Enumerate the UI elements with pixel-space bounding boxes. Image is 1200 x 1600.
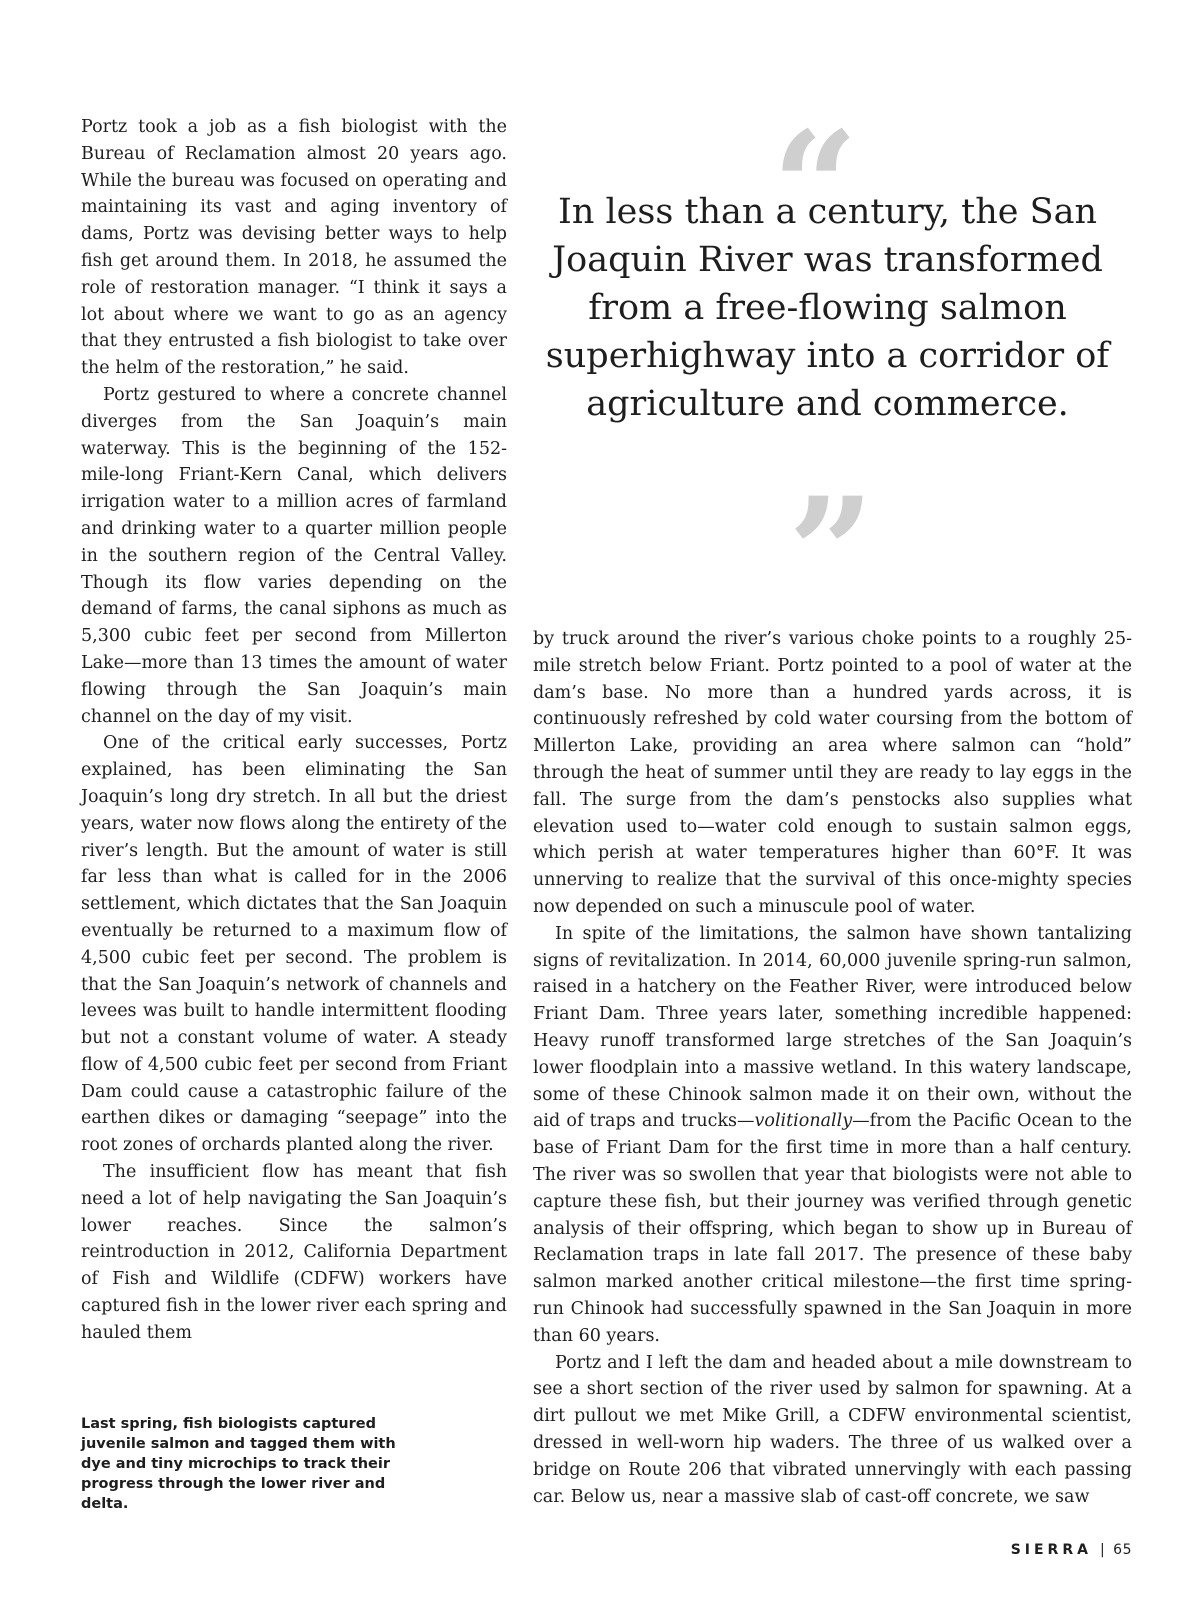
paragraph (533, 921, 1132, 1350)
article-right-column (533, 626, 1132, 1510)
open-quote-icon: “ (772, 99, 859, 275)
article-left-column (81, 114, 507, 1347)
paragraph: Portz and I left the dam and headed about a mile downstream to see a short section of the river used by salmon for spawning. At a dirt pullout we met Mike Grill, a CDFW environmental scientist, dressed in well-worn hip waders. The three of us walked over a bridge on Route 206 that vibrated unnervingly with each passing car. Below us, near a massive slab of cast-off concrete, we saw (533, 1352, 1132, 1507)
magazine-name: SIERRA (1010, 1542, 1092, 1558)
photo-caption: Last spring, fish biologists captured juvenile salmon and tagged them with dye and tiny microchips to track their progress through the lower river and delta. (81, 1416, 396, 1512)
pull-quote: In less than a century, the San Joaquin River was transformed from a free-flowing salmon superhighway into a corridor of agriculture and commerce. (545, 192, 1110, 424)
paragraph: One of the critical early successes, Portz explained, has been eliminating the San Joaquin’s long dry stretch. In all but the driest years, water now flows along the entirety of the river’s length. But the amount of water is still far less than what is called for in the 2006 settlement, which dictates that the San Joaquin eventually be returned to a maximum flow of 4,500 cubic feet per second. The problem is that the San Joaquin’s network of channels and levees was built to handle intermittent flooding but not a constant volume of water. A steady flow of 4,500 cubic feet per second from Friant Dam could cause a catastrophic failure of the earthen dikes or damaging “seepage” into the root zones of orchards planted along the river. (81, 733, 507, 1156)
page-footer (1011, 1542, 1132, 1558)
paragraph-text: —from the Pacific Ocean to the base of Friant Dam for the first time in more than a half century. The river was so swollen that year that biologists were not able to capture these fish, but their journey was verified through genetic analysis of their offspring, which began to show up in Bureau of Reclamation traps in late fall 2017. The presence of these baby salmon marked another critical milestone—the first time spring-run Chinook had successfully spawned in the San Joaquin in more than 60 years. (533, 1111, 1132, 1346)
page-number: 65 (1113, 1542, 1132, 1558)
paragraph: Portz gestured to where a concrete channel diverges from the San Joaquin’s main waterway. This is the beginning of the 152-mile-long Friant-Kern Canal, which delivers irrigation water to a million acres of farmland and drinking water to a quarter million people in the southern region of the Central Valley. Though its flow varies depending on the demand of farms, the canal siphons as much as 5,300 cubic feet per second from Millerton Lake—more than 13 times the amount of water flowing through the San Joaquin’s main channel on the day of my visit. (81, 384, 507, 727)
paragraph-text: In spite of the limitations, the salmon have shown tantalizing signs of revitalization. In 2014, 60,000 juvenile spring-run salmon, raised in a hatchery on the Feather River, were introduced below Friant Dam. Three years later, something incredible happened: Heavy runoff transformed large stretches of the San Joaquin’s lower floodplain into a massive wetland. In this watery landscape, some of these Chinook salmon made it on their own, without the aid of traps and trucks— (533, 923, 1132, 1132)
close-quote-icon: ” (788, 465, 875, 641)
paragraph: Portz took a job as a fish biologist with the Bureau of Reclamation almost 20 years ago. While the bureau was focused on operating and maintaining its vast and aging inventory of dams, Portz was devising better ways to help fish get around them. In 2018, he assumed the role of restoration manager. “I think it says a lot about where we want to go as an agency that they entrusted a fish biologist to take over the helm of the restoration,” he said. (81, 117, 507, 379)
paragraph: by truck around the river’s various choke points to a roughly 25-mile stretch below Friant. Portz pointed to a pool of water at the dam’s base. No more than a hundred yards across, it is continuously refreshed by cold water coursing from the bottom of Millerton Lake, providing an area where salmon can “hold” through the heat of summer until they are ready to lay eggs in the fall. The surge from the dam’s penstocks also supplies what elevation used to—water cold enough to sustain salmon eggs, which perish at water temperatures higher than 60°F. It was unnerving to realize that the survival of this once-mighty species now depended on such a minuscule pool of water. (533, 629, 1132, 917)
paragraph: The insufficient flow has meant that fish need a lot of help navigating the San Joaquin’s lower reaches. Since the salmon’s reintroduction in 2012, California Department of Fish and Wildlife (CDFW) workers have captured fish in the lower river each spring and hauled them (81, 1162, 507, 1343)
footer-separator: | (1099, 1542, 1106, 1558)
emphasis-text: volitionally (754, 1111, 853, 1132)
